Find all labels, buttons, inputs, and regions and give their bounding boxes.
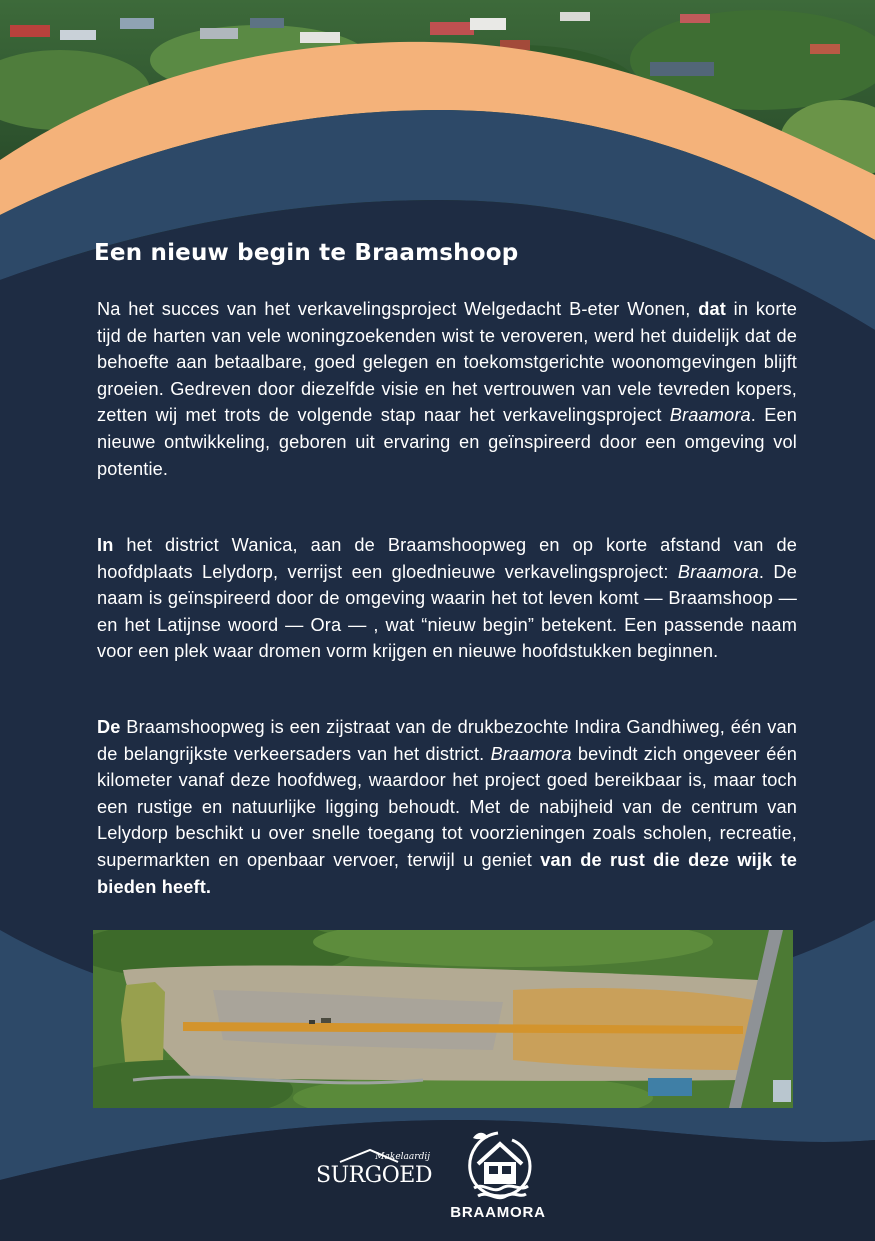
p3-brand: Braamora bbox=[490, 743, 572, 764]
p2-text-a: het district Wanica, aan de Braamshoopweg en op korte afstand van de hoofdplaats Lelydorp, verrijst een gloednieuwe verkavelingsproject: bbox=[97, 535, 797, 582]
p1-bold-word: dat bbox=[698, 299, 726, 319]
p1-lead: Na het succes van het verkavelingsproject Welgedacht B-eter Wonen, bbox=[97, 299, 691, 319]
braamora-logo-text: BRAAMORA bbox=[450, 1204, 546, 1221]
p1-text-a: in korte tijd de harten van vele woningzoekenden wist te veroveren, werd het duidelijk dat de behoefte aan betaalbare, goed gelegen en toekomstgerichte woonomgevingen blijft groeien. Gedreven door diezelfde visie en het vertrouwen van vele tevreden kopers, zetten wij met trots de volgende stap naar het verkavelingsproject bbox=[97, 299, 797, 426]
surgoed-logo-small: Makelaardij bbox=[375, 1152, 430, 1162]
paragraph-intro bbox=[97, 296, 797, 482]
p2-text-b: . De naam is geïnspireerd door de omgeving waarin het tot leven komt — Braamshoop — en het Latijnse woord — Ora — , wat “nieuw begin” betekent. Een passende naam voor een plek waar dromen vorm krijgen en nieuwe hoofdstukken beginnen. bbox=[97, 561, 797, 662]
paragraph-access bbox=[97, 714, 797, 900]
paragraph-location bbox=[97, 532, 797, 665]
p2-lead: In bbox=[97, 535, 114, 555]
p2-brand: Braamora bbox=[677, 561, 759, 582]
aerial-site-photo bbox=[93, 930, 793, 1108]
p3-text-b: bevindt zich ongeveer één kilometer vanaf deze hoofdweg, waardoor het project goed bereikbaar is, maar toch een rustige en natuurlijke ligging behoudt. Met de nabijheid van de centrum van Lelydorp beschikt u over snelle toegang tot voorzieningen zoals scholen, recreatie, supermarkten en openbaar vervoer, terwijl u geniet bbox=[97, 743, 797, 870]
p3-lead: De bbox=[97, 717, 121, 737]
p1-brand: Braamora bbox=[669, 405, 751, 426]
p3-ending: van de rust die deze wijk te bieden heeft. bbox=[97, 849, 797, 897]
surgoed-logo bbox=[312, 1146, 434, 1188]
p3-text-a: Braamshoopweg is een zijstraat van de drukbezochte Indira Gandhiweg, één van de belangrijkste verkeersaders van het district. bbox=[97, 717, 797, 764]
surgoed-logo-word: SURGOED bbox=[316, 1163, 432, 1188]
p1-text-b: . Een nieuwe ontwikkeling, geboren uit ervaring en geïnspireerd door een omgeving vol potentie. bbox=[97, 405, 798, 479]
page-title: Een nieuw begin te Braamshoop bbox=[94, 240, 519, 266]
